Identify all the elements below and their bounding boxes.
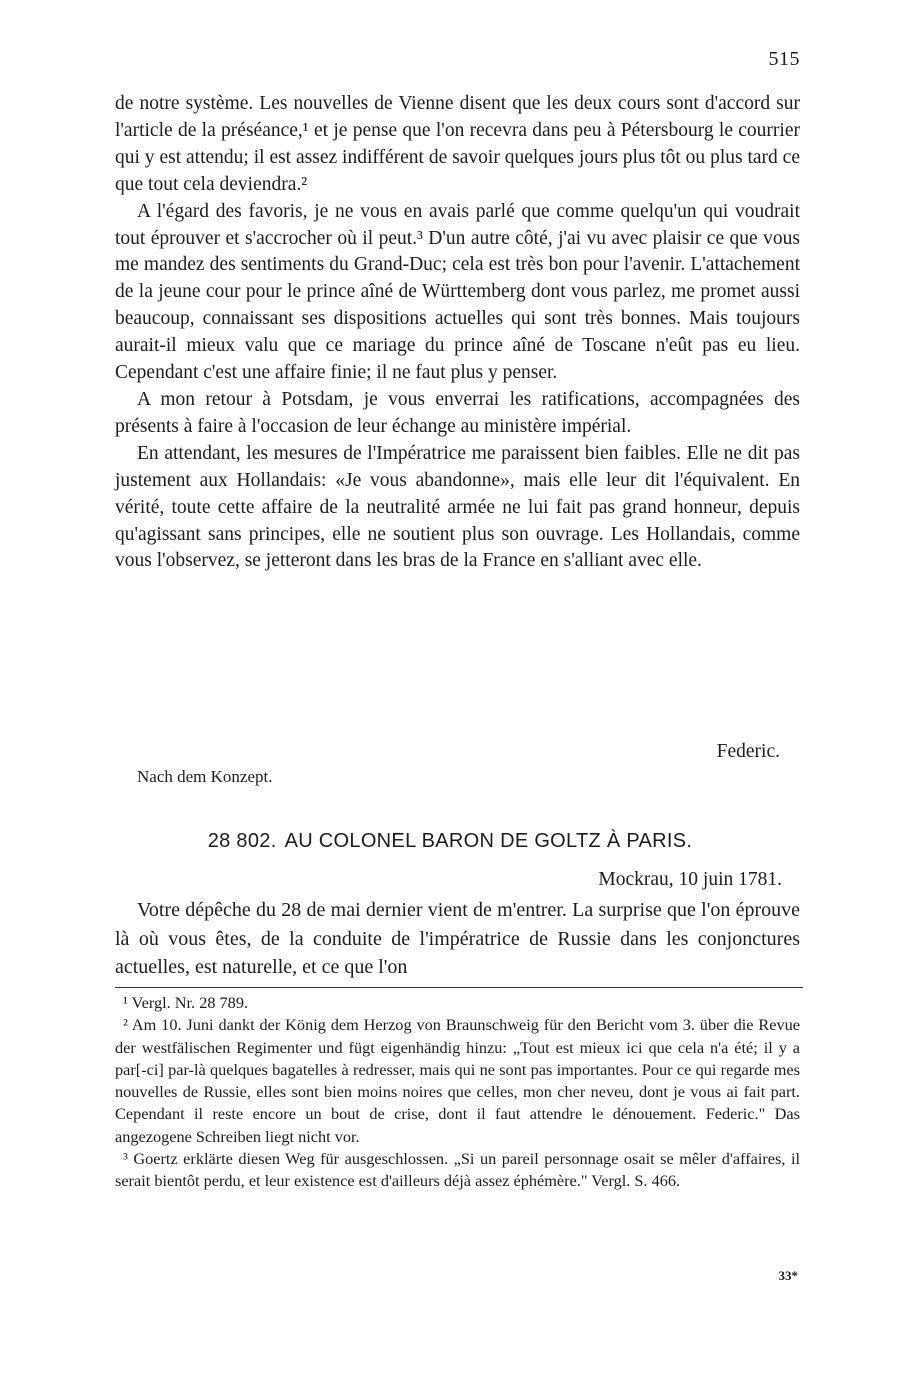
paragraph: A mon retour à Potsdam, je vous enverrai les ratifications, accompagnées des présents à faire à l'occasion de leur échange au ministère impérial. — [115, 388, 800, 437]
sheet-signature: 33* — [778, 1268, 798, 1283]
second-letter-body — [115, 896, 800, 982]
footnote: ² Am 10. Juni dankt der König dem Herzog von Braunschweig für den Bericht vom 3. über die Revue der westfälischen Regimenter und fügt eigenhändig hinzu: „Tout est mieux ici que cela n'a été; il y a par[-ci] par-là quelques bagatelles à redresser, mais qui ne sont pas importantes. Pour ce qui regarde mes nouvelles de Russie, elles sont bien moins noires que celles, mon cher neveu, dont je vous ai fait part. Cependant il reste encore un bout de crise, dont il faut attendre le dénouement. Federic." Das angezogene Schreiben liegt nicht vor. — [115, 1015, 800, 1146]
page-number: 515 — [768, 48, 800, 70]
paragraph: de notre système. Les nouvelles de Vienne disent que les deux cours sont d'accord sur l'article de la préséance,¹ et je pense que l'on recevra dans peu à Pétersbourg le courrier qui y est attendu; il est assez indifférent de savoir quelques jours plus tôt ou plus tard ce que tout cela deviendra.² — [115, 93, 800, 195]
dateline: Mockrau, 10 juin 1781. — [598, 869, 782, 890]
footnote: ³ Goertz erklärte diesen Weg für ausgeschlossen. „Si un pareil personnage osait se mêler d'affaires, il serait bientôt perdu, et leur existence est d'ailleurs déjà assez éphémère." Vergl. S. 466. — [115, 1149, 800, 1191]
letter-body — [115, 91, 800, 575]
paragraph: En attendant, les mesures de l'Impératrice me paraissent bien faibles. Elle ne dit pas justement aux Hollandais: «Je vous abandonne», mais elle leur dit l'équivalent. En vérité, toute cette affaire de la neutralité armée ne lui fait pas grand honneur, depuis qu'agissant sans principes, elle ne soutient plus son ouvrage. Les Hollandais, comme vous l'observez, se jetteront dans les bras de la France en s'alliant avec elle. — [115, 442, 800, 572]
footnote-divider — [115, 987, 803, 988]
paragraph: Votre dépêche du 28 de mai dernier vient de m'entrer. La surprise que l'on éprouve là où vous êtes, de la conduite de l'impératrice de Russie dans les conjonctures actuelles, est naturelle, et ce que l'on — [115, 899, 800, 978]
source-note: Nach dem Konzept. — [137, 767, 273, 786]
letter-number: 28 802. — [207, 830, 277, 852]
footnote: ¹ Vergl. Nr. 28 789. — [123, 993, 249, 1012]
signature: Federic. — [716, 741, 780, 762]
letter-heading — [0, 830, 900, 853]
footnotes — [115, 992, 800, 1193]
paragraph: A l'égard des favoris, je ne vous en avais parlé que comme quelqu'un qui voudrait tout éprouver et s'accrocher où il peut.³ D'un autre côté, j'ai vu avec plaisir ce que vous me mandez des sentiments du Grand-Duc; cela est très bon pour l'avenir. L'attachement de la jeune cour pour le prince aîné de Württemberg dont vous parlez, me promet aussi beaucoup, connaissant ses dispositions actuelles qui sont très bonnes. Mais toujours aurait-il mieux valu que ce mariage du prince aîné de Toscane n'eût pas eu lieu. Cependant c'est une affaire finie; il ne faut plus y penser. — [115, 200, 800, 384]
letter-title: AU COLONEL BARON DE GOLTZ À PARIS. — [284, 830, 693, 852]
